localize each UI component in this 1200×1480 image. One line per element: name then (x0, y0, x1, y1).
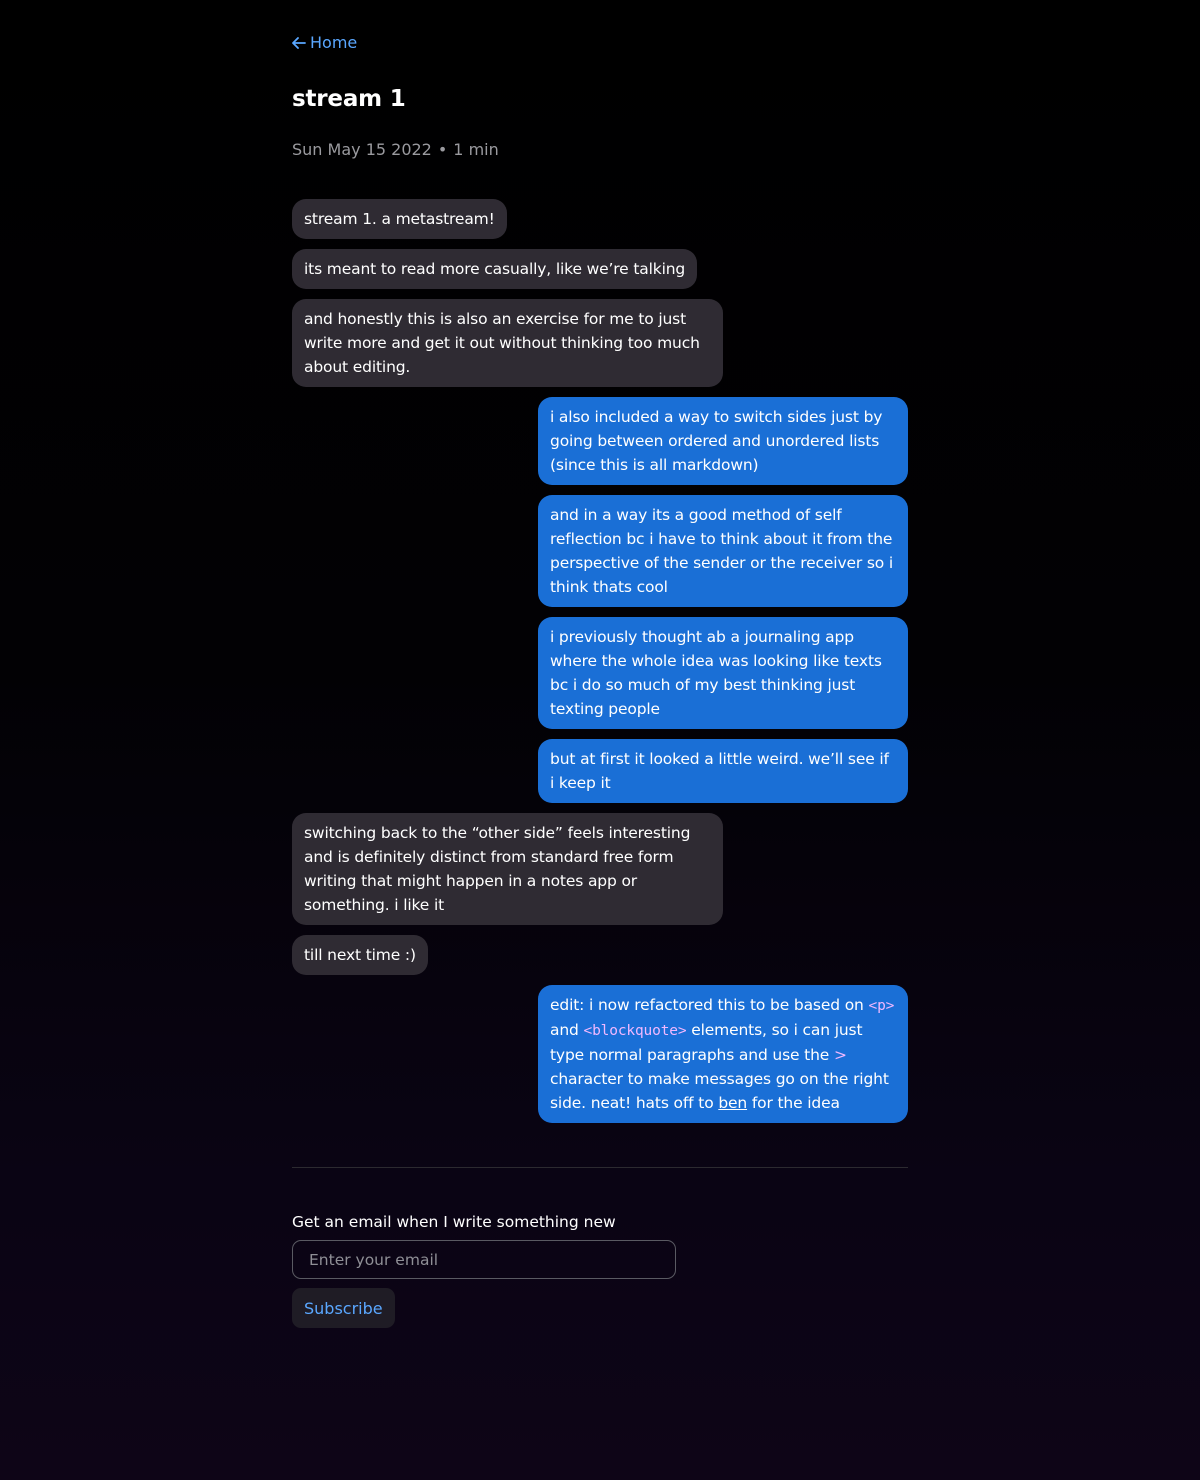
inline-code-blockquote: <blockquote> (583, 1023, 687, 1039)
subscribe-label: Get an email when I write something new (292, 1213, 616, 1231)
post-title: stream 1 (292, 86, 406, 112)
ben-link[interactable]: ben (718, 1094, 748, 1112)
meta-separator: • (437, 140, 448, 159)
edit-text: and (550, 1021, 584, 1039)
edit-text: for the idea (747, 1094, 840, 1112)
edit-text: character to make messages go on the right side. neat! hats off to (550, 1070, 889, 1112)
edit-text: elements, so i can just type normal paragraphs and use the (550, 1021, 863, 1064)
gt-character: > (833, 1046, 847, 1064)
message-bubble-left: stream 1. a metastream! (292, 199, 507, 239)
subscribe-button[interactable]: Subscribe (292, 1288, 395, 1328)
edit-message-bubble (538, 985, 908, 1123)
edit-text: edit: i now refactored this to be based on (550, 996, 869, 1014)
message-bubble-left: switching back to the “other side” feels interesting and is definitely distinct from standard free form writing that might happen in a notes app or something. i like it (292, 813, 723, 925)
arrow-left-icon (292, 37, 306, 49)
post-meta (292, 140, 499, 159)
post-date: Sun May 15 2022 (292, 140, 432, 159)
home-link[interactable] (292, 33, 357, 52)
message-bubble-right: and in a way its a good method of self reflection bc i have to think about it from the perspective of the sender or the receiver so i think thats cool (538, 495, 908, 607)
divider (292, 1167, 908, 1168)
read-time: 1 min (453, 140, 499, 159)
message-bubble-right: i also included a way to switch sides just by going between ordered and unordered lists (since this is all markdown) (538, 397, 908, 485)
message-bubble-left: till next time :) (292, 935, 428, 975)
home-link-label: Home (310, 33, 358, 52)
email-input[interactable] (292, 1240, 676, 1279)
message-bubble-left: and honestly this is also an exercise for me to just write more and get it out without thinking too much about editing. (292, 299, 723, 387)
message-bubble-right: but at first it looked a little weird. we’ll see if i keep it (538, 739, 908, 803)
message-bubble-right: i previously thought ab a journaling app where the whole idea was looking like texts bc i do so much of my best thinking just texting people (538, 617, 908, 729)
inline-code-p: <p> (868, 998, 895, 1014)
message-thread (292, 199, 908, 1123)
message-bubble-left: its meant to read more casually, like we’re talking (292, 249, 697, 289)
